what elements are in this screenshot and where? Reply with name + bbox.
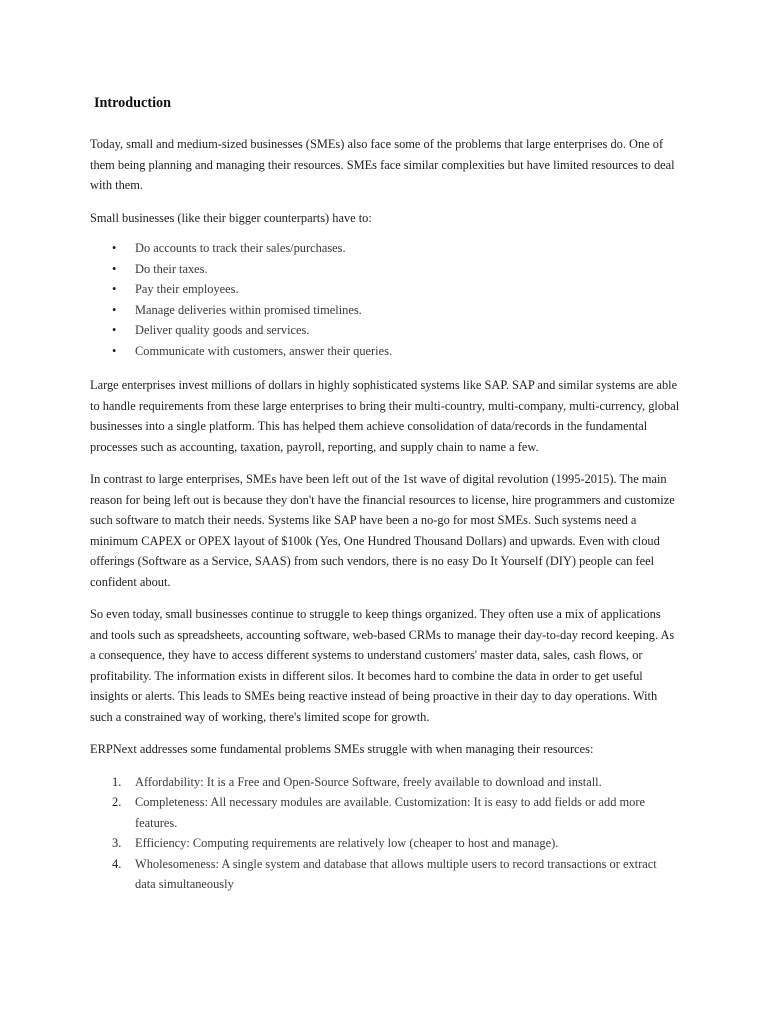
list-item-text: Affordability: It is a Free and Open-Source Software, freely available to download and install.	[135, 774, 602, 789]
numbered-list	[90, 772, 680, 895]
list-item-text: Efficiency: Computing requirements are relatively low (cheaper to host and manage).	[135, 836, 559, 850]
list-item-text: Deliver quality goods and services.	[135, 323, 310, 337]
list-item-text: Completeness: All necessary modules are available. Customization: It is easy to add fields or add more features.	[135, 795, 645, 830]
document-page	[90, 92, 680, 895]
bullet-icon: •	[112, 302, 117, 317]
list-number: 4.	[112, 856, 122, 871]
list-number: 3.	[112, 836, 122, 850]
list-item	[90, 300, 680, 321]
list-item	[90, 772, 680, 793]
bullet-icon: •	[112, 261, 117, 276]
paragraph-large-enterprises: Large enterprises invest millions of dollars in highly sophisticated systems like SAP. SAP and similar systems are able to handle requirements from these large enterprises to bring their multi-country, multi-company, multi-currency, global businesses into a single platform. This has helped them achieve consolidation of data/records in the fundamental processes such as accounting, taxation, payroll, reporting, and supply chain to name a few.	[90, 378, 680, 454]
paragraph-intro: Today, small and medium-sized businesses (SMEs) also face some of the problems that large enterprises do. One of them being planning and managing their resources. SMEs face similar complexities but have limited resources to deal with them.	[90, 137, 675, 192]
list-item-text: Wholesomeness: A single system and database that allows multiple users to record transactions or extract data simultaneously	[135, 856, 657, 891]
list-number: 1.	[112, 774, 122, 789]
list-item	[90, 238, 680, 259]
page-title: Introduction	[94, 95, 171, 111]
list-item	[90, 833, 680, 854]
list-item	[90, 320, 680, 341]
list-item-text: Communicate with customers, answer their queries.	[135, 343, 393, 358]
bullet-icon: •	[112, 241, 117, 255]
list-item	[90, 341, 680, 362]
list-item	[90, 259, 680, 280]
list-item	[90, 854, 680, 895]
list-item-text: Do their taxes.	[135, 261, 208, 276]
list-item-text: Pay their employees.	[135, 282, 239, 296]
bullet-list	[90, 238, 680, 361]
paragraph-contrast: In contrast to large enterprises, SMEs have been left out of the 1st wave of digital revolution (1995-2015). The main reason for being left out is because they don't have the financial resources to license, hire programmers and customize such software to match their needs. Systems like SAP have been a no-go for most SMEs. Such systems need a minimum CAPEX or OPEX layout of $100k (Yes, One Hundred Thousand Dollars) and upwards. Even with cloud offerings (Software as a Service, SAAS) from such vendors, there is no easy Do It Yourself (DIY) people can feel confident about.	[90, 472, 675, 589]
paragraph-list-lead: Small businesses (like their bigger counterparts) have to:	[90, 210, 372, 225]
paragraph-struggle: So even today, small businesses continue to struggle to keep things organized. They often use a mix of applications and tools such as spreadsheets, accounting software, web-based CRMs to manage their day-to-day record keeping. As a consequence, they have to access different systems to understand customers' master data, sales, cash flows, or profitability. The information exists in different silos. It becomes hard to combine the data in order to get useful insights or alerts. This leads to SMEs being reactive instead of being proactive in their day to day operations. With such a constrained way of working, there's limited scope for growth.	[90, 607, 675, 724]
list-item-text: Do accounts to track their sales/purchases.	[135, 241, 346, 255]
list-item	[90, 792, 680, 833]
bullet-icon: •	[112, 343, 117, 358]
paragraph-erpnext: ERPNext addresses some fundamental problems SMEs struggle with when managing their resources:	[90, 742, 594, 756]
list-number: 2.	[112, 795, 122, 809]
bullet-icon: •	[112, 323, 117, 337]
list-item-text: Manage deliveries within promised timelines.	[135, 302, 362, 317]
bullet-icon: •	[112, 282, 117, 296]
list-item	[90, 279, 680, 300]
